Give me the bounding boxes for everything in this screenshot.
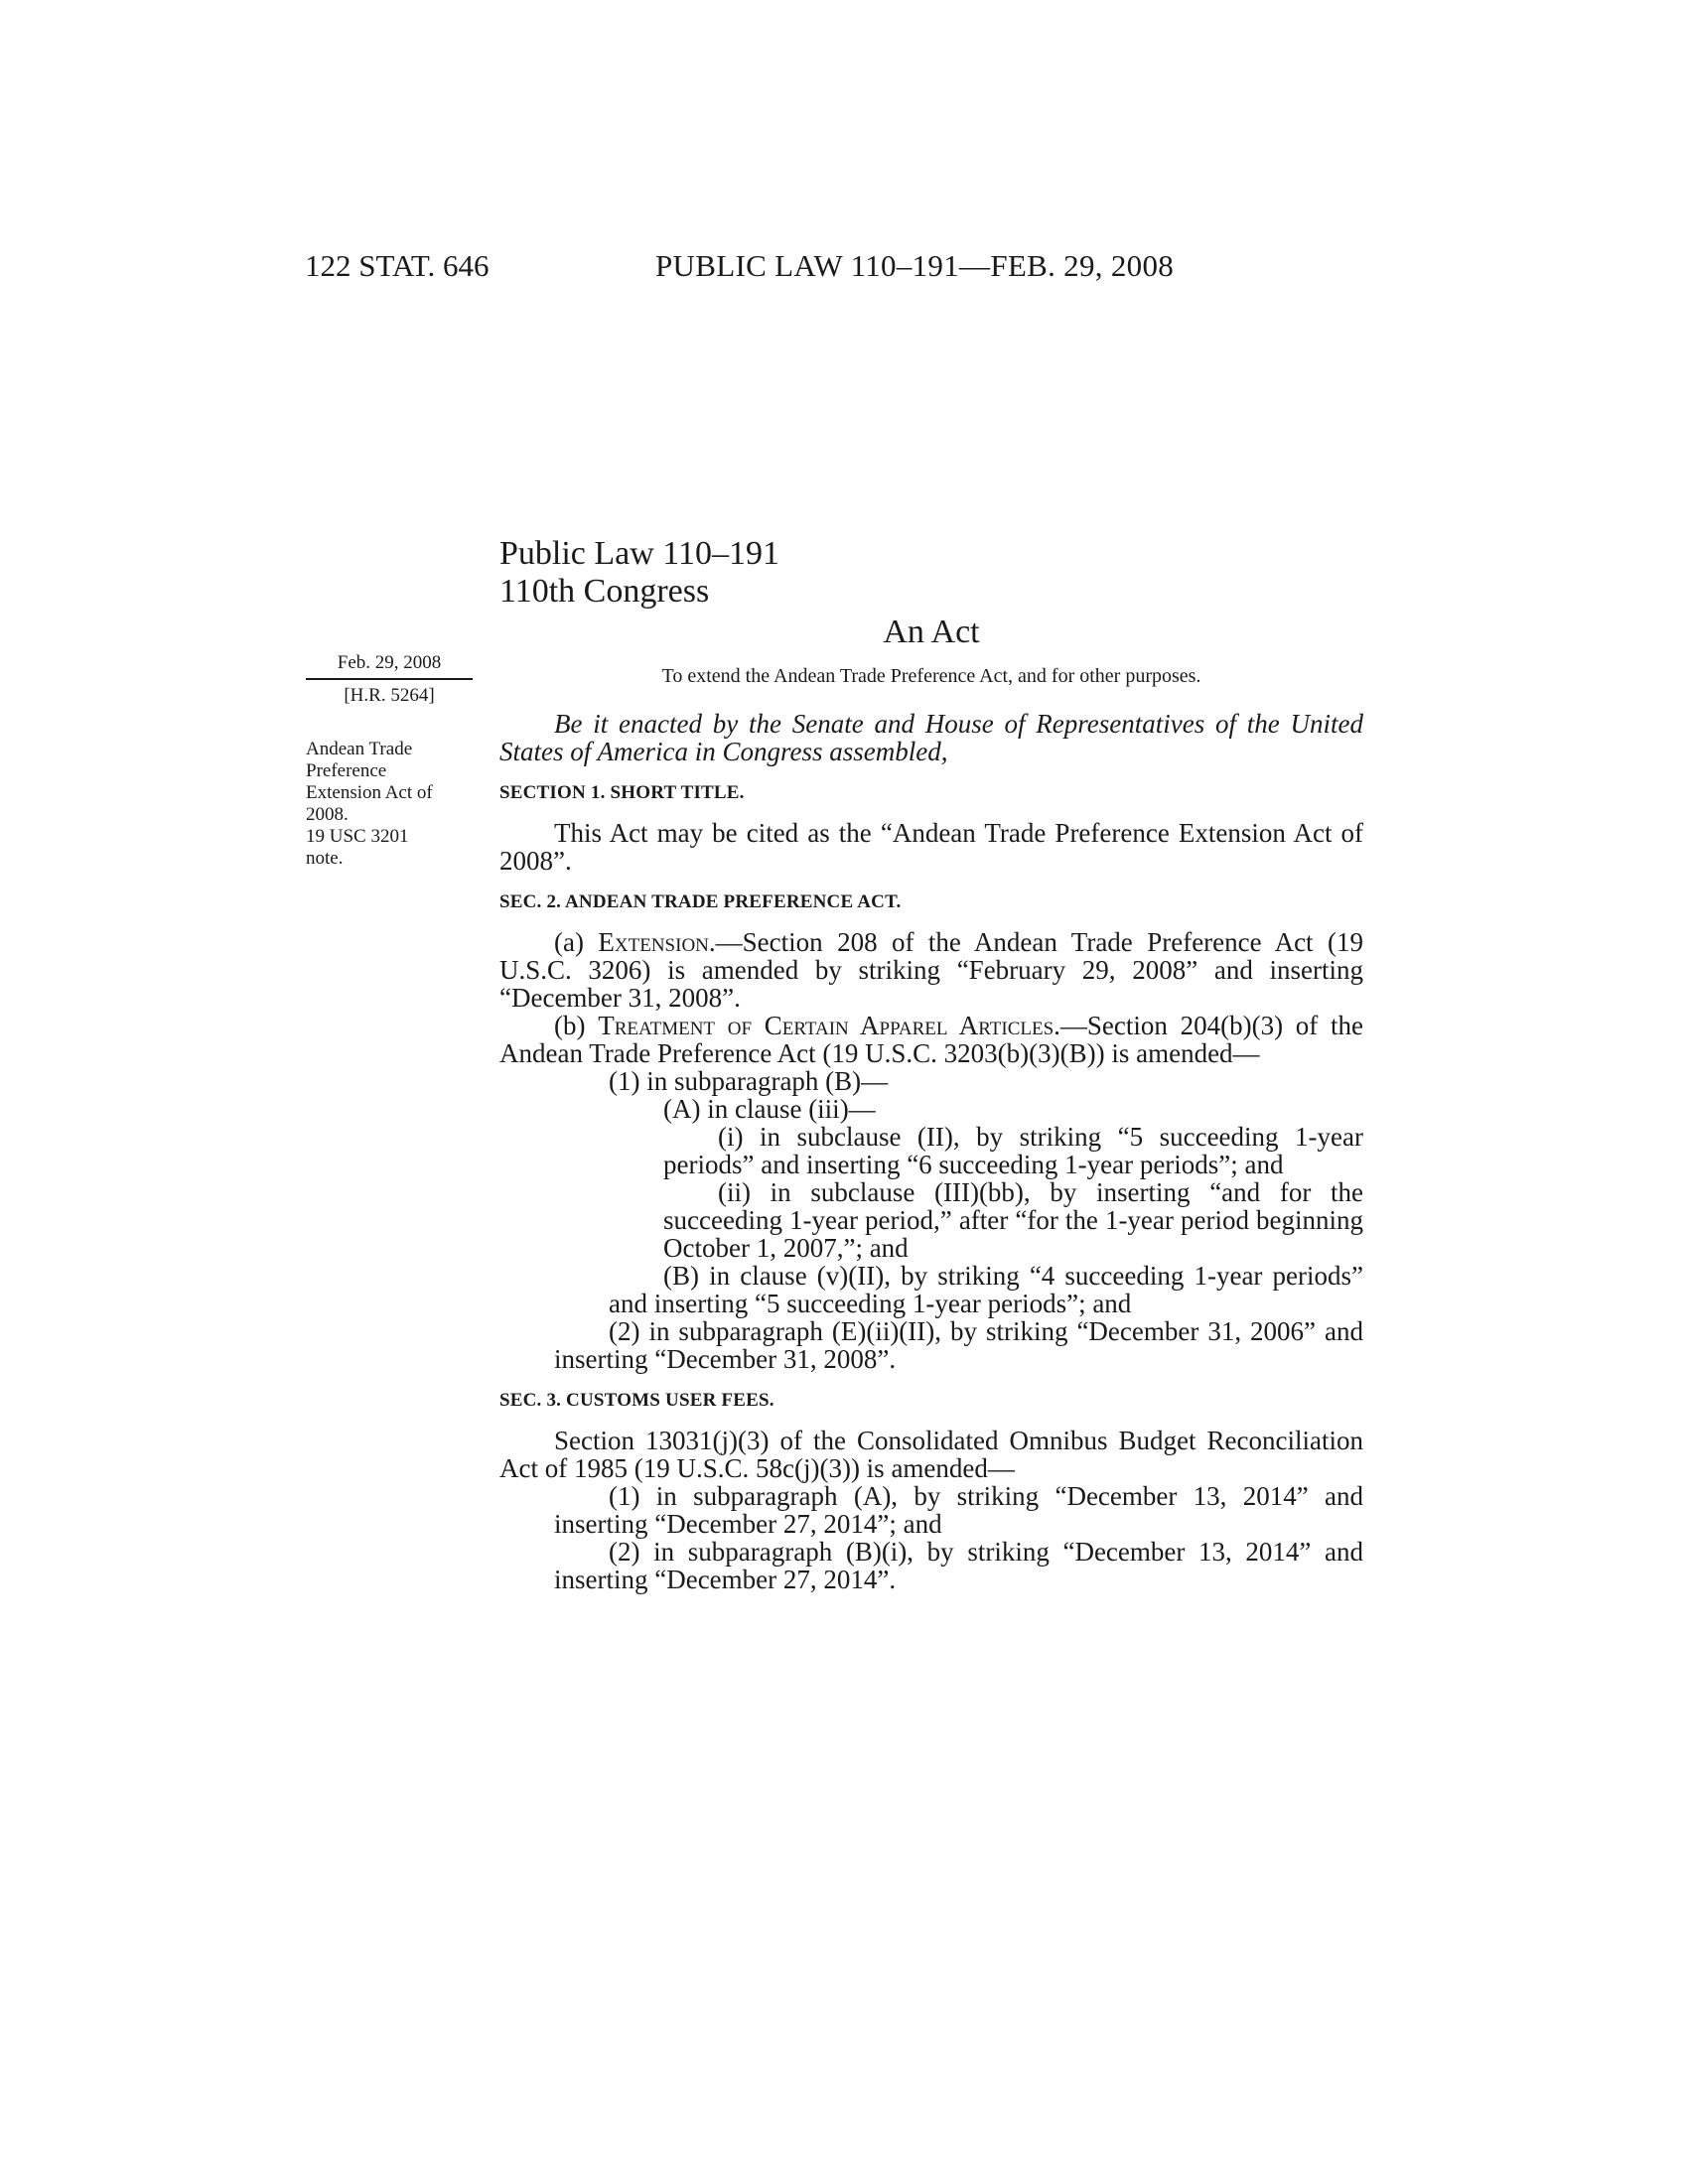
margin-note-line: 19 USC 3201	[306, 826, 409, 847]
subsection-text: .—Section 204(b)(3) of the Andean Trade Preference Act (19 U.S.C. 3203(b)(3)(B)) is amended—	[499, 1011, 1364, 1068]
paragraph-1: (1) in subparagraph (B)—	[609, 1066, 889, 1096]
enacting-clause: Be it enacted by the Senate and House of Representatives of the United States of America in Congress assembled,	[499, 709, 1363, 766]
an-act-heading: An Act	[883, 614, 980, 650]
margin-bill-number: [H.R. 5264]	[344, 685, 435, 706]
margin-note	[306, 739, 485, 870]
congress-number: 110th Congress	[499, 573, 710, 610]
section-2-subsection-b	[499, 1012, 1363, 1067]
margin-note-line: Andean Trade	[306, 739, 413, 759]
clause-ii: (ii) in subclause (III)(bb), by inserting “and for the succeeding 1-year period,” after “for the 1-year period beginning October 1, 2007,”; and	[663, 1177, 1363, 1263]
margin-note-line: note.	[306, 848, 344, 869]
subsection-label: (a)	[554, 927, 599, 957]
subsection-label: (b)	[554, 1011, 599, 1040]
margin-note-line: Extension Act of	[306, 782, 433, 803]
section-1-text: This Act may be cited as the “Andean Trade Preference Extension Act of 2008”.	[499, 818, 1363, 876]
subsection-caption: Treatment of Certain Apparel Articles	[598, 1011, 1055, 1040]
section-3-intro: Section 13031(j)(3) of the Consolidated Omnibus Budget Reconciliation Act of 1985 (19 U.S.C. 58c(j)(3)) is amended—	[499, 1426, 1363, 1483]
clause-i: (i) in subclause (II), by striking “5 succeeding 1-year periods” and inserting “6 succeeding 1-year periods”; and	[663, 1122, 1363, 1179]
section-3-paragraph-1: (1) in subparagraph (A), by striking “December 13, 2014” and inserting “December 27, 2014”; and	[554, 1481, 1363, 1539]
section-2-subsection-a	[499, 928, 1363, 1012]
section-3-heading: SEC. 3. CUSTOMS USER FEES.	[499, 1390, 774, 1411]
subsection-caption: Extension	[598, 927, 709, 957]
section-3-paragraph-2: (2) in subparagraph (B)(i), by striking “December 13, 2014” and inserting “December 27, 2014”.	[554, 1537, 1363, 1594]
running-head-page: 122 STAT. 646	[305, 248, 490, 283]
subparagraph-A: (A) in clause (iii)—	[663, 1094, 876, 1124]
act-body	[499, 710, 1363, 1593]
section-2-heading: SEC. 2. ANDEAN TRADE PREFERENCE ACT.	[499, 891, 902, 912]
subsection-text: .—Section 208 of the Andean Trade Preference Act (19 U.S.C. 3206) is amended by striking “February 29, 2008” and inserting “December 31, 2008”.	[499, 927, 1363, 1013]
margin-note-line: 2008.	[306, 804, 349, 825]
margin-date: Feb. 29, 2008	[306, 652, 473, 680]
running-head-title: PUBLIC LAW 110–191—FEB. 29, 2008	[655, 248, 1175, 283]
subparagraph-B: (B) in clause (v)(II), by striking “4 succeeding 1-year periods” and inserting “5 succeeding 1-year periods”; and	[609, 1261, 1363, 1318]
section-1-heading: SECTION 1. SHORT TITLE.	[499, 782, 745, 803]
paragraph-2: (2) in subparagraph (E)(ii)(II), by striking “December 31, 2006” and inserting “December 31, 2008”.	[554, 1316, 1363, 1374]
act-purpose: To extend the Andean Trade Preference Act, and for other purposes.	[661, 665, 1201, 687]
public-law-number: Public Law 110–191	[499, 535, 780, 572]
margin-note-line: Preference	[306, 760, 387, 781]
